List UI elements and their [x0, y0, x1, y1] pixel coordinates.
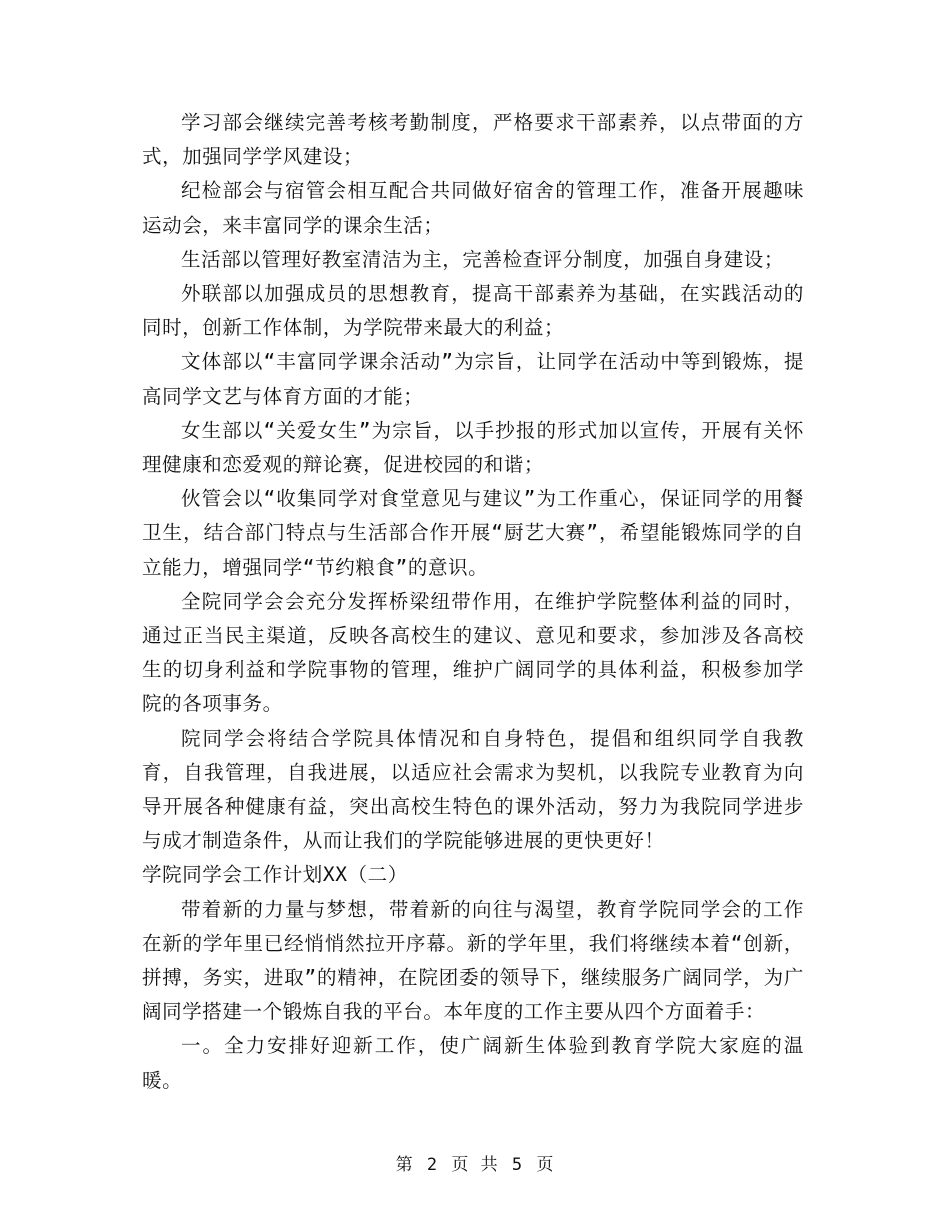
document-body: [142, 106, 804, 1098]
footer-middle: 页 共: [451, 1155, 499, 1175]
footer-total-pages: 5: [511, 1155, 524, 1175]
paragraph-culture-sports-dept: 文体部以“丰富同学课余活动”为宗旨，让同学在活动中等到锻炼，提高同学文艺与体育方面的才能；: [142, 350, 804, 408]
paragraph-life-dept: 生活部以管理好教室清洁为主，完善检查评分制度，加强自身建设；: [181, 247, 785, 271]
paragraph-outreach-dept: 外联部以加强成员的思想教育，提高干部素养为基础，在实践活动的同时，创新工作体制，为学院带来最大的利益；: [142, 282, 804, 340]
page-footer: [0, 1150, 950, 1175]
paragraph-canteen-committee: 伙管会以“收集同学对食堂意见与建议”为工作重心，保证同学的用餐卫生，结合部门特点与生活部合作开展“厨艺大赛”，希望能锻炼同学的自立能力，增强同学“节约粮食”的意识。: [142, 487, 804, 579]
footer-prefix: 第: [395, 1155, 414, 1175]
paragraph-item-one: 一。全力安排好迎新工作，使广阔新生体验到教育学院大家庭的温暖。: [142, 1034, 804, 1092]
paragraph-female-students-dept: 女生部以“关爱女生”为宗旨，以手抄报的形式加以宣传，开展有关怀理健康和恋爱观的辩论赛，促进校园的和谐；: [142, 418, 804, 477]
section-heading: 学院同学会工作计划XX（二）: [142, 863, 408, 887]
paragraph-intro-new-year: 带着新的力量与梦想，带着新的向往与渴望，教育学院同学会的工作在新的学年里已经悄悄然拉开序幕。新的学年里，我们将继续本着“创新，拼搏，务实，进取”的精神，在院团委的领导下，继续服务广阔同学，为广阔同学搭建一个锻炼自我的平台。本年度的工作主要从四个方面着手：: [142, 897, 804, 1024]
footer-current-page: 2: [426, 1155, 439, 1175]
footer-suffix: 页: [536, 1155, 555, 1175]
paragraph-study-dept: 学习部会继续完善考核考勤制度，严格要求干部素养，以点带面的方式，加强同学学风建设；: [142, 111, 804, 169]
paragraph-union-summary: 院同学会将结合学院具体情况和自身特色，提倡和组织同学自我教育，自我管理，自我进展，以适应社会需求为契机，以我院专业教育为向导开展各种健康有益，突出高校生特色的课外活动，努力为我院同学进步与成才制造条件，从而让我们的学院能够进展的更快更好！: [142, 726, 804, 853]
paragraph-discipline-dept: 纪检部会与宿管会相互配合共同做好宿舍的管理工作，准备开展趣味运动会，来丰富同学的课余生活；: [142, 179, 804, 237]
paragraph-whole-union: 全院同学会会充分发挥桥梁纽带作用，在维护学院整体利益的同时，通过正当民主渠道，反映各高校生的建议、意见和要求，参加涉及各高校生的切身利益和学院事物的管理，维护广阔同学的具体利益，积极参加学院的各项事务。: [142, 589, 804, 716]
